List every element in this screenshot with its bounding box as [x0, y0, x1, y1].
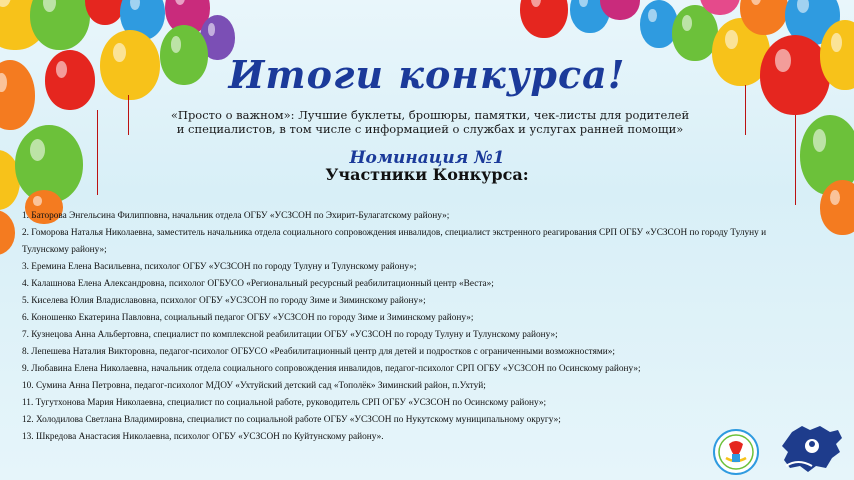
list-item: 12. Холодилова Светлана Владимировна, специалист по социальной работе ОГБУ «УСЗСОН по Нукутскому муниципальному округу»; — [22, 415, 561, 425]
list-item: 9. Любавина Елена Николаевна, начальник отдела социального сопровождения инвалидов, педагог-психолог СРП ОГБУ «УСЗСОН по Осинскому району»; — [22, 364, 641, 374]
participants-heading: Участники Конкурса: — [325, 165, 529, 184]
list-item: 1. Баторова Энгельсина Филипповна, начальник отдела ОГБУ «УСЗСОН по Эхирит-Булагатскому району»; — [22, 211, 450, 221]
list-item: 13. Шкредова Анастасия Николаевна, психолог ОГБУ «УСЗСОН по Куйтунскому району». — [22, 432, 384, 442]
subtitle-line: «Просто о важном»: Лучшие буклеты, брошюры, памятки, чек-листы для родителей — [170, 108, 690, 122]
nomination-heading: Номинация №1 — [349, 148, 505, 168]
list-item: 4. Калашнова Елена Александровна, психолог ОГБУСО «Региональный ресурсный реабилитационный центр «Веста»; — [22, 279, 494, 289]
list-item: 5. Киселева Юлия Владиславовна, психолог ОГБУ «УСЗСОН по городу Зиме и Зиминскому району»; — [22, 296, 426, 306]
page-title: Итоги конкурса! — [228, 52, 626, 97]
list-item: 10. Сумина Анна Петровна, педагог-психолог МДОУ «Ухтуйский детский сад «Тополёк» Зиминский район, п.Ухтуй; — [22, 381, 486, 391]
organization-logo — [711, 428, 761, 476]
region-map-logo — [778, 422, 848, 476]
list-item: 8. Лепешева Наталия Викторовна, педагог-психолог ОГБУСО «Реабилитационный центр для детей и подростков с ограниченными возможностями»; — [22, 347, 615, 357]
list-item: 11. Тугутхонова Мария Николаевна, специалист по социальной работе, руководитель СРП ОГБУ «УСЗСОН по Осинскому району»; — [22, 398, 547, 408]
subtitle-line: и специалистов, в том числе с информацией о службах и услугах ранней помощи» — [176, 122, 684, 136]
balloon-string — [128, 95, 129, 135]
list-item: 3. Еремина Елена Васильевна, психолог ОГБУ «УСЗСОН по городу Тулуну и Тулунскому району»; — [22, 262, 417, 272]
list-item: 7. Кузнецова Анна Альбертовна, специалист по комплексной реабилитации ОГБУ «УСЗСОН по городу Тулуну и Тулунскому району»; — [22, 330, 558, 340]
participants-list — [22, 208, 812, 446]
list-item: 6. Коношенко Екатерина Павловна, социальный педагог ОГБУ «УСЗСОН по городу Зиме и Зиминскому району»; — [22, 313, 474, 323]
balloon — [820, 180, 854, 235]
contest-subtitle — [140, 108, 720, 136]
list-item: 2. Гоморова Наталья Николаевна, заместитель начальника отдела социального сопровождения инвалидов, специалист экстренного реагирования СРП ОГБУ «УСЗСОН по городу Тулуну и Тулунскому району»; — [22, 228, 767, 255]
